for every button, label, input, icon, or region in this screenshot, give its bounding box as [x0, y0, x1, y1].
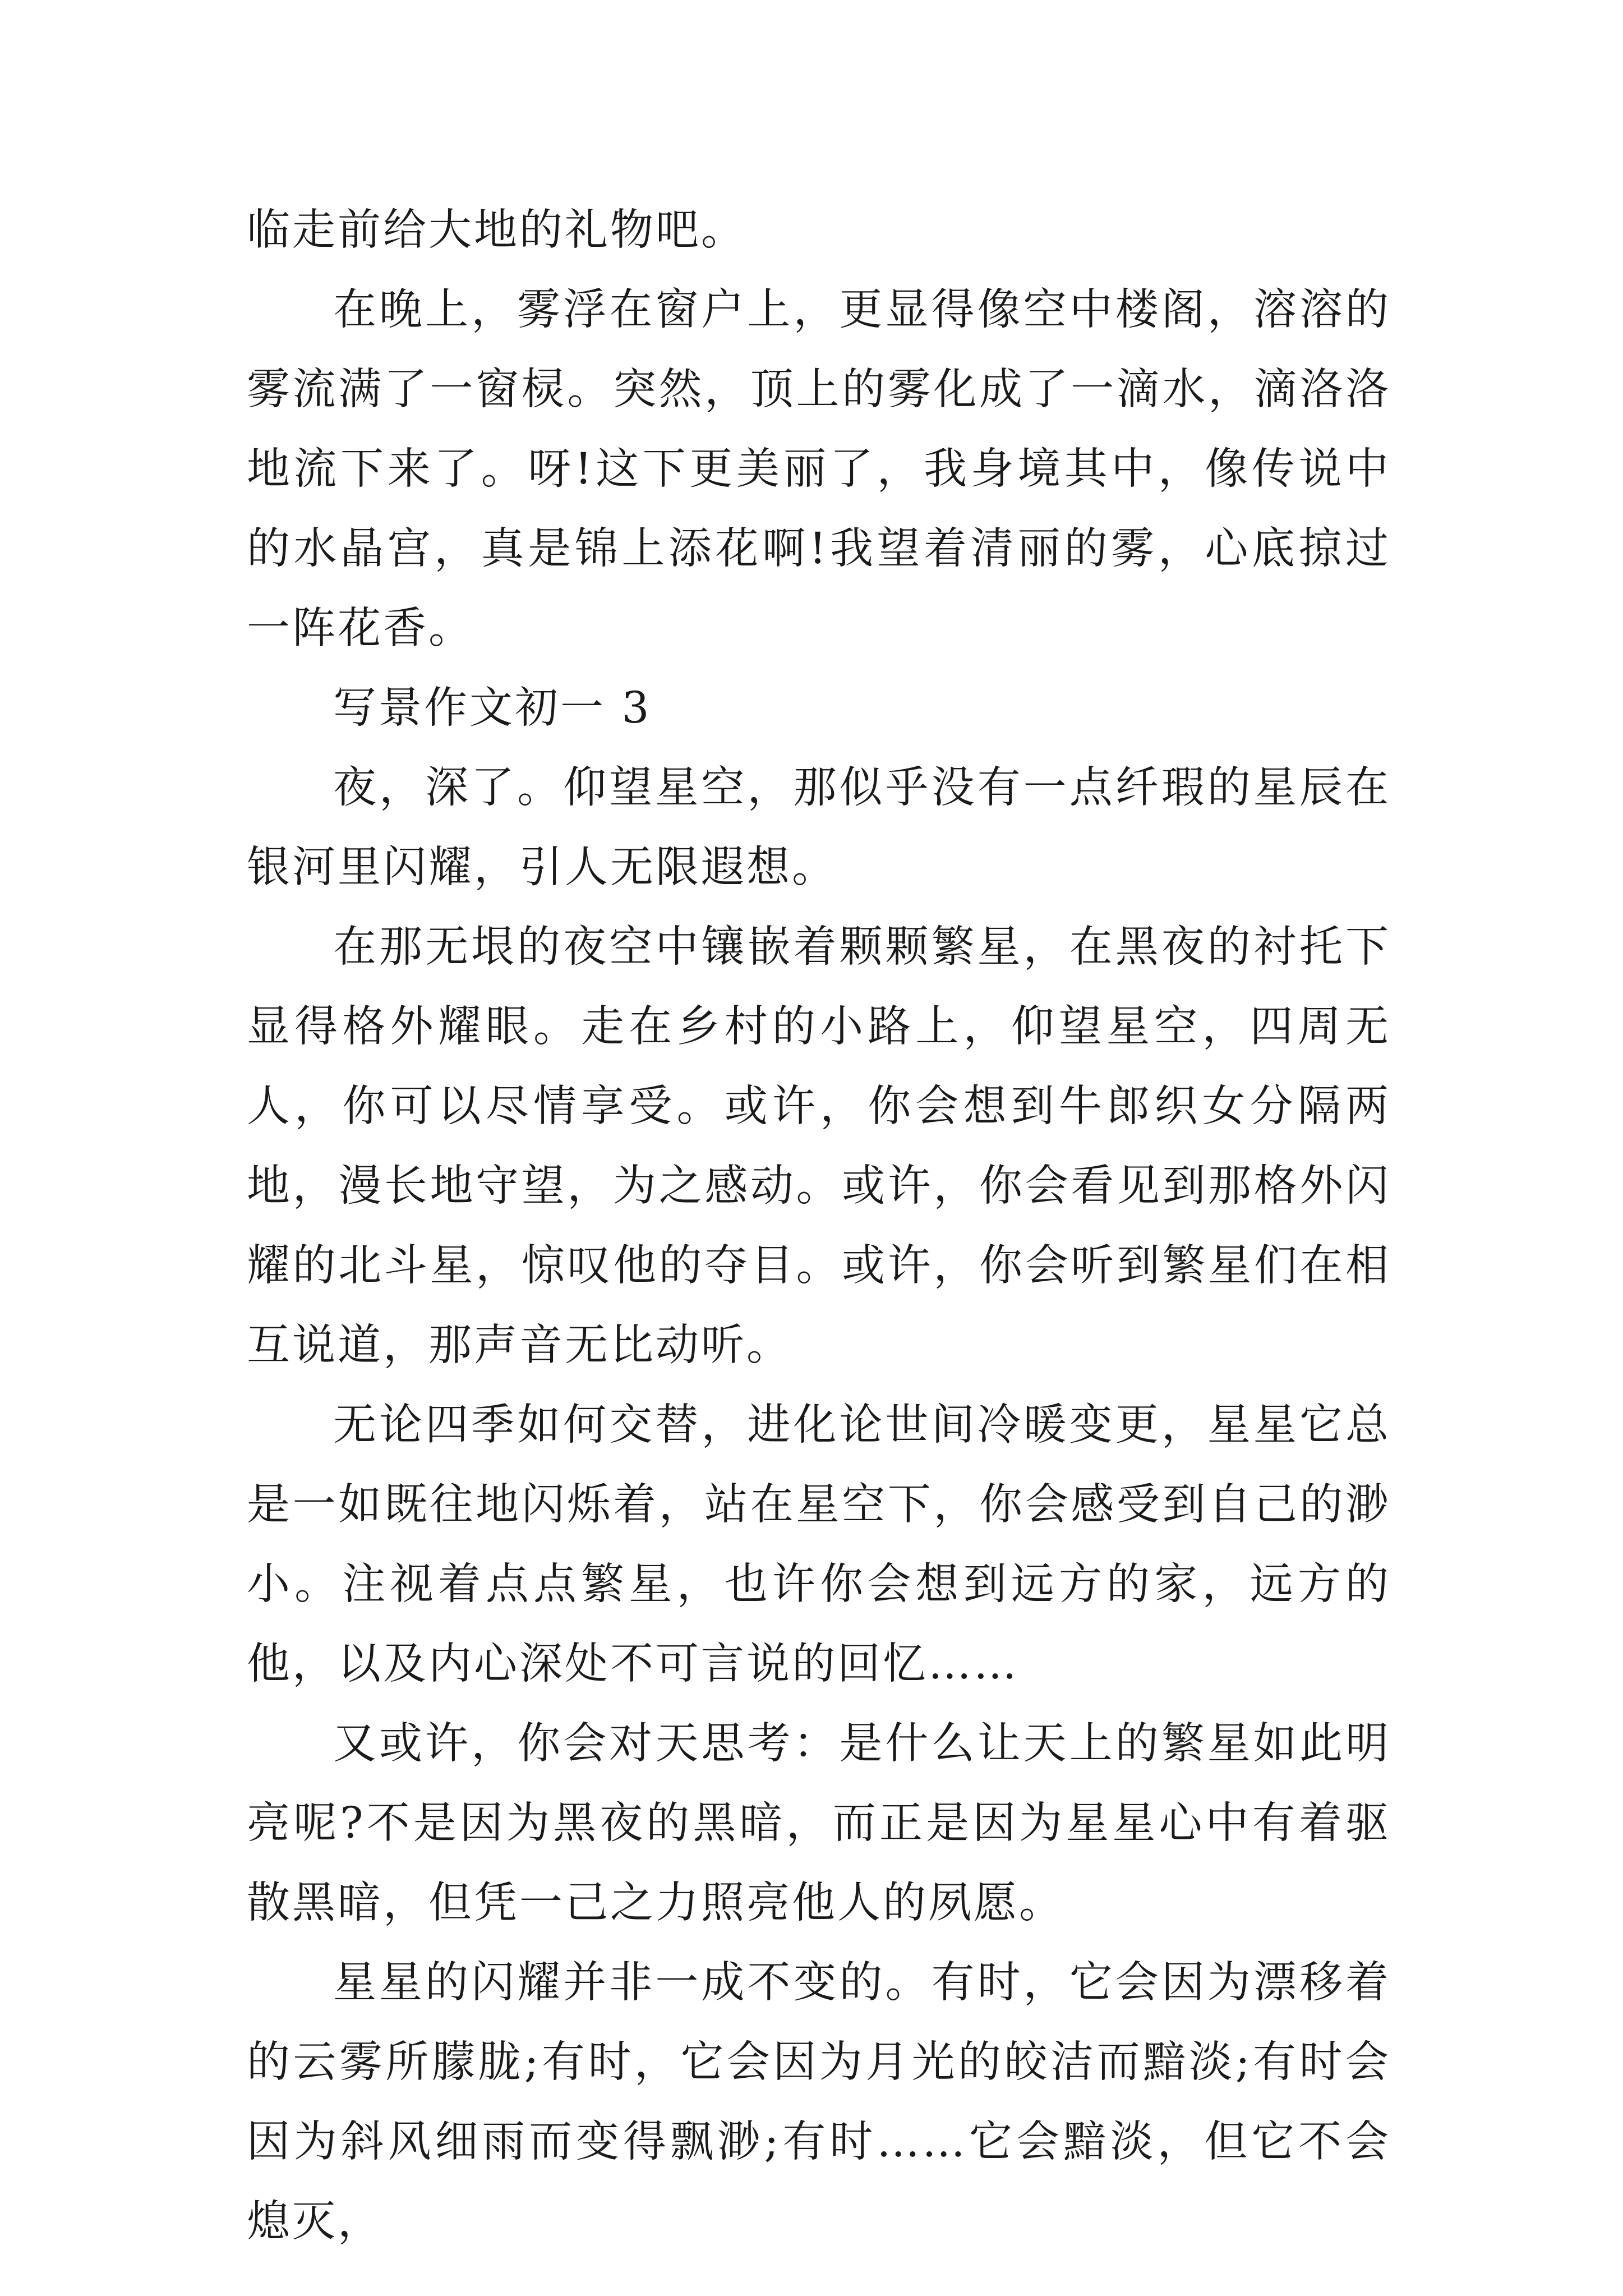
paragraph-3: 夜，深了。仰望星空，那似乎没有一点纤瑕的星辰在银河里闪耀，引人无限遐想。: [247, 763, 1391, 892]
document-body: [247, 191, 1391, 2262]
paragraph-5: 无论四季如何交替，进化论世间冷暖变更，星星它总是一如既往地闪烁着，站在星空下，你会感受到自己的渺小。注视着点点繁星，也许你会想到远方的家，远方的他，以及内心深处不可言说的回忆……: [247, 1400, 1391, 1689]
section-heading: 写景作文初一 3: [333, 683, 652, 733]
paragraph-4: 在那无垠的夜空中镶嵌着颗颗繁星，在黑夜的衬托下显得格外耀眼。走在乡村的小路上，仰望星空，四周无人，你可以尽情享受。或许，你会想到牛郎织女分隔两地，漫长地守望，为之感动。或许，你会看见到那格外闪耀的北斗星，惊叹他的夺目。或许，你会听到繁星们在相互说道，那声音无比动听。: [247, 922, 1391, 1370]
paragraph-6: 又或许，你会对天思考：是什么让天上的繁星如此明亮呢?不是因为黑夜的黑暗，而正是因为星星心中有着驱散黑暗，但凭一己之力照亮他人的夙愿。: [247, 1719, 1391, 1928]
paragraph-2: 在晚上，雾浮在窗户上，更显得像空中楼阁，溶溶的雾流满了一窗棂。突然，顶上的雾化成了一滴水，滴洛洛地流下来了。呀!这下更美丽了，我身境其中，像传说中的水晶宫，真是锦上添花啊!我望着清丽的雾，心底掠过一阵花香。: [247, 285, 1391, 654]
paragraph-1: 临走前给大地的礼物吧。: [247, 205, 746, 255]
paragraph-7: 星星的闪耀并非一成不变的。有时，它会因为漂移着的云雾所朦胧;有时，它会因为月光的皎洁而黯淡;有时会因为斜风细雨而变得飘渺;有时……它会黯淡，但它不会熄灭，: [247, 1958, 1391, 2247]
